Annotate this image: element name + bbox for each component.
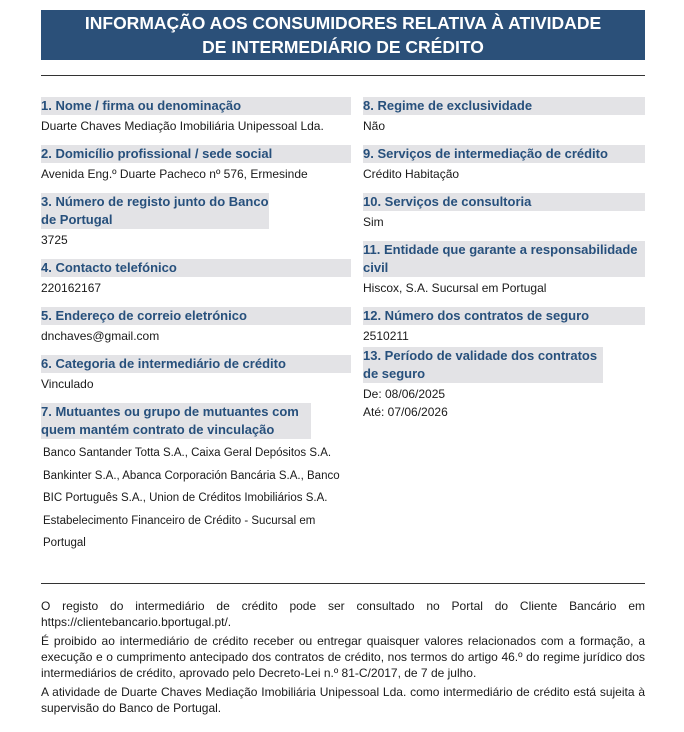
field-value: Duarte Chaves Mediação Imobiliária Unipessoal Lda. [41, 119, 324, 133]
field-value: Não [363, 119, 386, 133]
footer-registry-note: O registo do intermediário de crédito pode ser consultado no Portal do Cliente Bancário em https://clientebancario.bportugal.pt/. [41, 599, 645, 629]
field-label: 7. Mutuantes ou grupo de mutuantes com quem mantém contrato de vinculação [41, 403, 311, 439]
field-value: 2510211 [363, 329, 409, 343]
field-value: dnchaves@gmail.com [41, 329, 160, 343]
field-label: 12. Número dos contratos de seguro [363, 307, 645, 325]
field-consulting [363, 193, 645, 231]
footer-prohibition-note: É proibido ao intermediário de crédito receber ou entregar quaisquer valores relacionados com a formação, a execução e o cumprimento antecipado dos contratos de crédito, nos termos do artigo 46.º do regime jurídico dos intermediários de crédito, aprovado pelo Decreto-Lei n.º 81-C/2017, de 7 de julho. [41, 634, 645, 680]
field-category [41, 355, 351, 393]
right-column [363, 97, 645, 431]
field-exclusivity [363, 97, 645, 135]
field-label: 4. Contacto telefónico [41, 259, 351, 277]
field-value: 220162167 [41, 281, 102, 295]
field-label: 10. Serviços de consultoria [363, 193, 645, 211]
top-divider [41, 75, 645, 76]
field-insurance-number [363, 307, 645, 345]
field-services [363, 145, 645, 183]
document-title [41, 10, 645, 60]
title-line-2: DE INTERMEDIÁRIO DE CRÉDITO [202, 37, 484, 57]
field-value: 3725 [41, 233, 68, 247]
field-value: Hiscox, S.A. Sucursal em Portugal [363, 281, 547, 295]
field-label: 13. Período de validade dos contratos de seguro [363, 347, 603, 383]
field-label: 3. Número de registo junto do Banco de Portugal [41, 194, 269, 227]
field-email [41, 307, 351, 345]
field-value: Banco Santander Totta S.A., Caixa Geral Depósitos S.A. Bankinter S.A., Abanca Corporación Bancária S.A., Banco BIC Português S.A., Union de Créditos Imobiliários S.A. Estabelecimento Financeiro de Crédito - Sucursal em Portugal [43, 447, 340, 549]
field-label: 8. Regime de exclusividade [363, 97, 645, 115]
field-name [41, 97, 351, 135]
footer-supervision-note: A atividade de Duarte Chaves Mediação Imobiliária Unipessoal Lda. como intermediário de crédito está sujeita à supervisão do Banco de Portugal. [41, 685, 645, 715]
field-value: Crédito Habitação [363, 167, 460, 181]
field-label: 6. Categoria de intermediário de crédito [41, 355, 351, 373]
title-line-1: INFORMAÇÃO AOS CONSUMIDORES RELATIVA À ATIVIDADE [84, 13, 602, 33]
field-lenders [41, 403, 351, 555]
field-phone [41, 259, 351, 297]
field-label: 1. Nome / firma ou denominação [41, 97, 351, 115]
field-validity [363, 347, 645, 421]
field-label: 11. Entidade que garante a responsabilidade civil [363, 241, 645, 277]
left-column [41, 97, 351, 565]
field-insurer [363, 241, 645, 297]
field-label: 9. Serviços de intermediação de crédito [363, 145, 645, 163]
validity-end: Até: 07/06/2026 [363, 405, 448, 419]
field-label: 2. Domicílio profissional / sede social [41, 145, 351, 163]
bottom-divider [41, 583, 645, 584]
field-value: Avenida Eng.º Duarte Pacheco nº 576, Ermesinde [41, 167, 308, 181]
field-registration [41, 193, 351, 249]
footer-notes [41, 598, 645, 719]
field-address [41, 145, 351, 183]
field-value: Sim [363, 215, 384, 229]
field-label: 5. Endereço de correio eletrónico [41, 307, 351, 325]
validity-start: De: 08/06/2025 [363, 387, 446, 401]
field-value: Vinculado [41, 377, 94, 391]
